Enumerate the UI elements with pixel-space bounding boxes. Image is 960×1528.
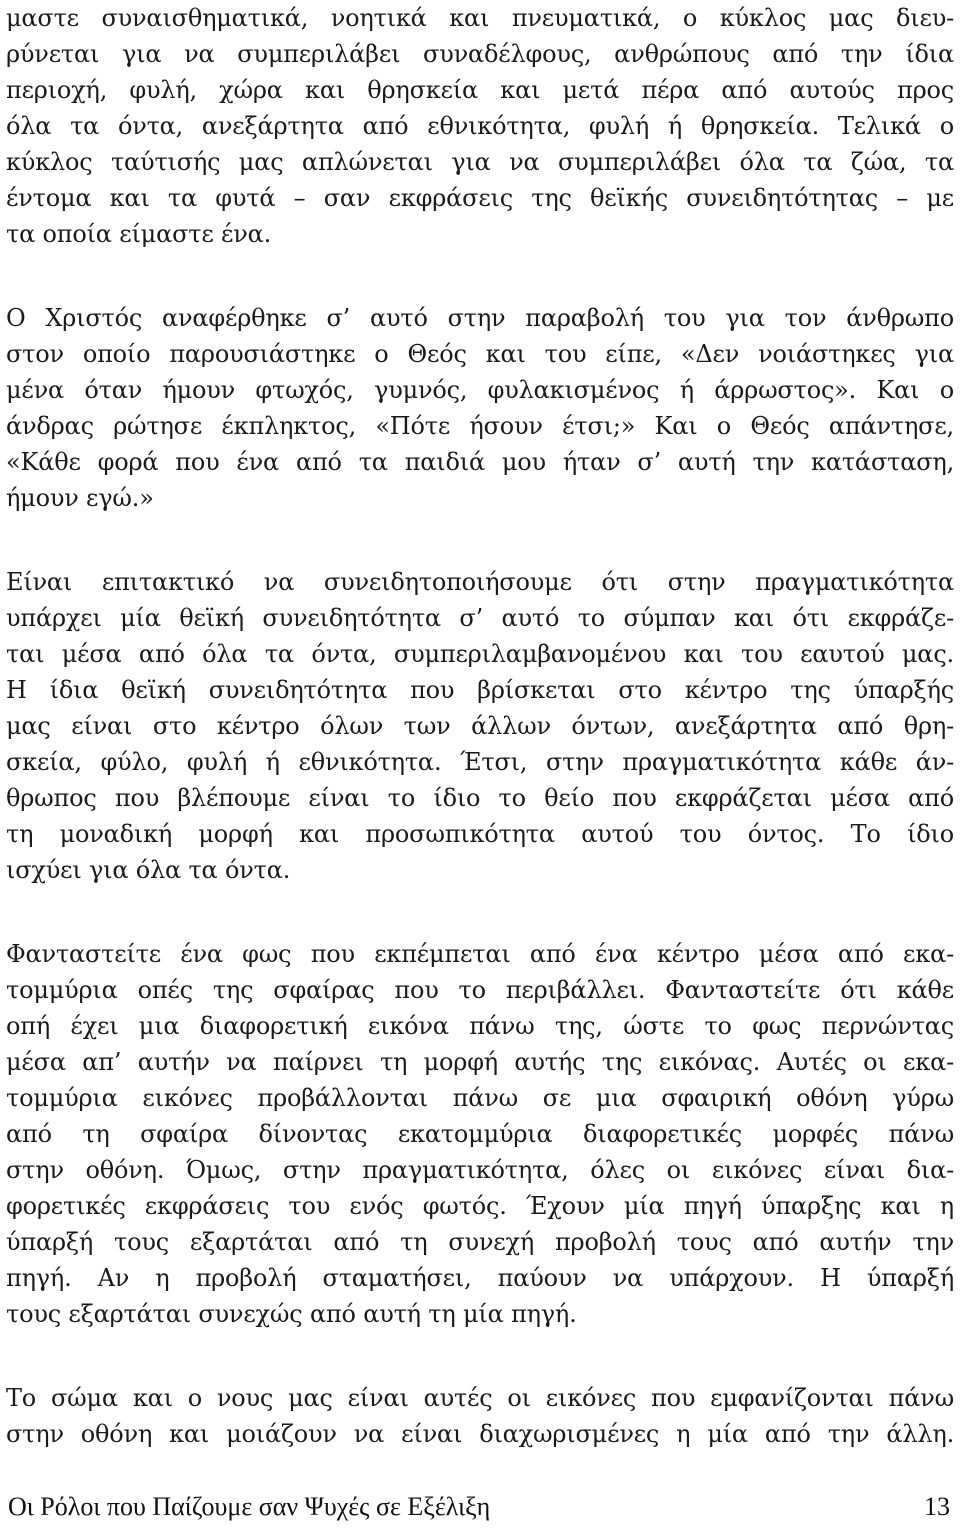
text-line: μας είναι στο κέντρο όλων των άλλων όντων, ανεξάρτητα από θρη- <box>6 712 954 740</box>
text-line: Φανταστείτε ένα φως που εκπέμπεται από ένα κέντρο μέσα από εκα- <box>6 940 954 968</box>
text-line: ύπαρξή τους εξαρτάται από τη συνεχή προβολή τους από αυτήν την <box>6 1228 954 1256</box>
text-line: τους εξαρτάται συνεχώς από αυτή τη μία πηγή. <box>6 1300 577 1328</box>
text-line: τομμύρια οπές της σφαίρας που το περιβάλλει. Φανταστείτε ότι κάθε <box>6 976 954 1004</box>
footer-page-number: 13 <box>924 1492 950 1521</box>
text-line: πηγή. Αν η προβολή σταματήσει, παύουν να υπάρχουν. Η ύπαρξή <box>6 1264 954 1292</box>
text-line: Η ίδια θεϊκή συνειδητότητα που βρίσκεται στο κέντρο της ύπαρξής <box>6 676 954 704</box>
text-line: Ο Χριστός αναφέρθηκε σ’ αυτό στην παραβολή του για τον άνθρωπο <box>6 304 954 332</box>
text-line: Είναι επιτακτικό να συνειδητοποιήσουμε ότι στην πραγματικότητα <box>6 568 954 596</box>
text-line: ρύνεται για να συμπεριλάβει συναδέλφους, ανθρώπους από την ίδια <box>6 40 954 68</box>
text-line: φορετικές εκφράσεις του ενός φωτός. Έχουν μία πηγή ύπαρξης και η <box>6 1192 954 1220</box>
text-line: στην οθόνη και μοιάζουν να είναι διαχωρισμένες η μία από την άλλη. <box>6 1420 954 1448</box>
text-line: έντομα και τα φυτά – σαν εκφράσεις της θεϊκής συνειδητότητας – με <box>6 184 954 212</box>
text-line: τα οποία είμαστε ένα. <box>6 220 272 248</box>
text-line: ήμουν εγώ.» <box>6 484 154 512</box>
text-line: ται μέσα από όλα τα όντα, συμπεριλαμβανομένου και του εαυτού μας. <box>6 640 954 668</box>
page-footer <box>8 1489 952 1525</box>
footer-book-title: Οι Ρόλοι που Παίζουμε σαν Ψυχές σε Εξέλιξη <box>8 1492 491 1521</box>
text-line: υπάρχει μία θεϊκή συνειδητότητα σ’ αυτό το σύμπαν και ότι εκφράζε- <box>6 604 954 632</box>
text-line: «Κάθε φορά που ένα από τα παιδιά μου ήταν σ’ αυτή την κατάσταση, <box>6 448 954 476</box>
text-line: σκεία, φύλο, φυλή ή εθνικότητα. Έτσι, στην πραγματικότητα κάθε άν- <box>6 748 954 776</box>
text-line: οπή έχει μια διαφορετική εικόνα πάνω της, ώστε το φως περνώντας <box>6 1012 954 1040</box>
text-line: μαστε συναισθηματικά, νοητικά και πνευματικά, ο κύκλος μας διευ- <box>6 4 954 32</box>
text-line: θρωπος που βλέπουμε είναι το ίδιο το θείο που εκφράζεται μέσα από <box>6 784 954 812</box>
text-line: μέσα απ’ αυτήν να παίρνει τη μορφή αυτής της εικόνας. Αυτές οι εκα- <box>6 1048 954 1076</box>
text-line: ισχύει για όλα τα όντα. <box>6 856 291 884</box>
text-line: τη μοναδική μορφή και προσωπικότητα αυτού του όντος. Το ίδιο <box>6 820 954 848</box>
text-line: κύκλος ταύτισής μας απλώνεται για να συμπεριλάβει όλα τα ζώα, τα <box>6 148 954 176</box>
text-line: Το σώμα και ο νους μας είναι αυτές οι εικόνες που εμφανίζονται πάνω <box>6 1384 954 1412</box>
text-line: μένα όταν ήμουν φτωχός, γυμνός, φυλακισμένος ή άρρωστος». Και ο <box>6 376 954 404</box>
text-line: τομμύρια εικόνες προβάλλονται πάνω σε μια σφαιρική οθόνη γύρω <box>6 1084 954 1112</box>
text-line: από τη σφαίρα δίνοντας εκατομμύρια διαφορετικές μορφές πάνω <box>6 1120 954 1148</box>
text-line: στην οθόνη. Όμως, στην πραγματικότητα, όλες οι εικόνες είναι δια- <box>6 1156 954 1184</box>
text-line: περιοχή, φυλή, χώρα και θρησκεία και μετά πέρα από αυτούς προς <box>6 76 954 104</box>
text-line: στον οποίο παρουσιάστηκε ο Θεός και του είπε, «Δεν νοιάστηκες για <box>6 340 954 368</box>
text-line: όλα τα όντα, ανεξάρτητα από εθνικότητα, φυλή ή θρησκεία. Τελικά ο <box>6 112 954 140</box>
text-line: άνδρας ρώτησε έκπληκτος, «Πότε ήσουν έτσι;» Και ο Θεός απάντησε, <box>6 412 954 440</box>
